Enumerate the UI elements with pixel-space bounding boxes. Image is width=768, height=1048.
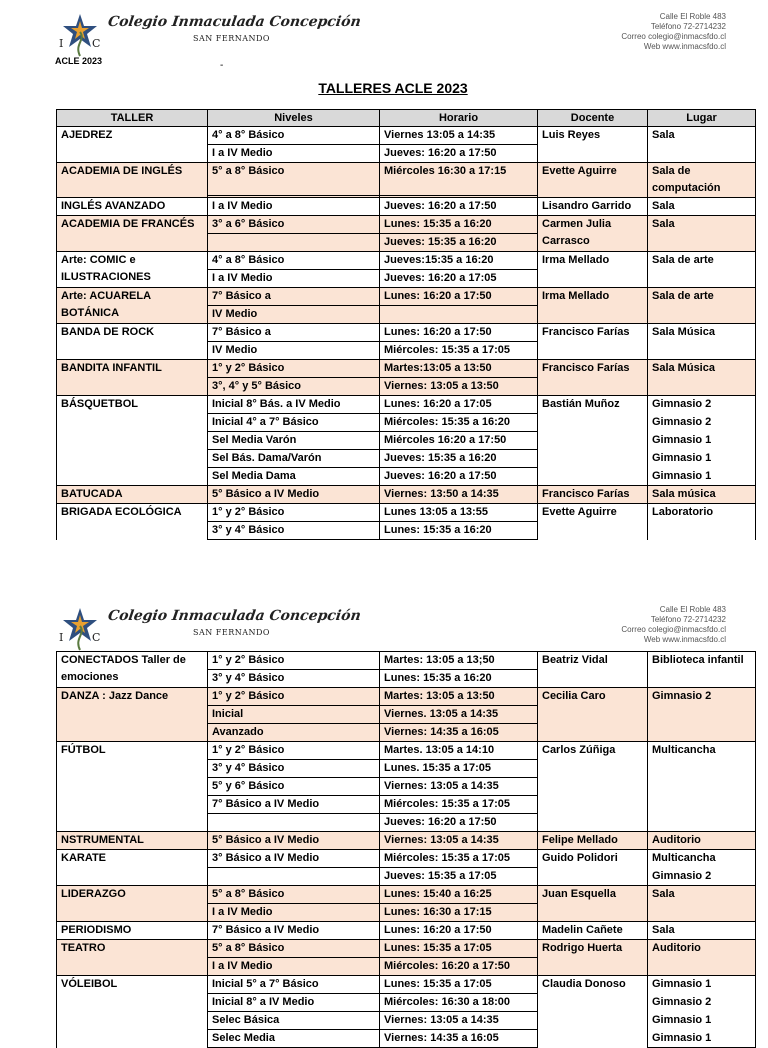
contact-web: Web www.inmacsfdo.cl <box>643 635 726 644</box>
cell-nivel <box>208 814 380 832</box>
cell-horario: Jueves: 16:20 a 17:50 <box>380 145 538 163</box>
cell-nivel: Inicial 8° a IV Medio <box>208 994 380 1012</box>
cell-horario: Jueves: 15:35 a 17:05 <box>380 868 538 886</box>
cell-horario: Viernes: 13:05 a 14:35 <box>380 832 538 850</box>
cell-nivel: 4° a 8° Básico <box>208 127 380 145</box>
cell-horario: Martes: 13:05 a 13;50 <box>380 652 538 670</box>
cell-lugar: Gimnasio 2 <box>648 414 756 432</box>
table-row <box>57 742 756 760</box>
cell-docente: Cecilia Caro <box>538 688 648 742</box>
cell-horario: Viernes 13:05 a 14:35 <box>380 127 538 145</box>
cell-lugar: Sala <box>648 198 756 216</box>
table-row <box>57 324 756 342</box>
logo-letter-c: C <box>92 37 101 50</box>
table-row <box>57 832 756 850</box>
cell-horario: Lunes. 15:35 a 17:05 <box>380 760 538 778</box>
cell-nivel: 5° Básico a IV Medio <box>208 832 380 850</box>
cell-lugar: Sala <box>648 922 756 940</box>
cell-taller: BATUCADA <box>57 486 208 504</box>
cell-taller: DANZA : Jazz Dance <box>57 688 208 742</box>
cell-nivel: 5° a 8° Básico <box>208 163 380 196</box>
cell-horario: Viernes: 14:35 a 16:05 <box>380 1030 538 1048</box>
cell-lugar: Biblioteca infantil <box>648 652 756 688</box>
school-logo <box>56 12 104 60</box>
contact-phone: Teléfono 72-2714232 <box>650 22 726 31</box>
cell-docente: Rodrigo Huerta <box>538 940 648 976</box>
cell-nivel: 3° Básico a IV Medio <box>208 850 380 868</box>
cell-taller: VÓLEIBOL <box>57 976 208 1048</box>
schedule-table-page-2 <box>56 651 756 1048</box>
table-row <box>57 216 756 234</box>
cell-lugar: Sala de arte <box>648 288 756 324</box>
cell-lugar: Sala de arte <box>648 252 756 288</box>
cell-nivel: I a IV Medio <box>208 270 380 288</box>
cell-nivel: 3°, 4° y 5° Básico <box>208 378 380 396</box>
school-city: SAN FERNANDO <box>193 34 270 43</box>
cell-nivel: 3° y 4° Básico <box>208 522 380 540</box>
school-name: Colegio Inmaculada Concepción <box>106 14 362 30</box>
cell-docente: Evette Aguirre <box>538 163 648 198</box>
col-header-docente: Docente <box>538 110 648 127</box>
school-city-page-2: SAN FERNANDO <box>193 628 270 637</box>
cell-lugar: Gimnasio 2 <box>648 396 756 414</box>
cell-lugar: Sala música <box>648 486 756 504</box>
table-row <box>57 886 756 904</box>
cell-docente: Carlos Zúñiga <box>538 742 648 832</box>
cell-docente: Francisco Farías <box>538 486 648 504</box>
table-row <box>57 976 756 994</box>
cell-docente: Claudia Donoso <box>538 976 648 1048</box>
logo-letter-i: I <box>59 37 64 50</box>
cell-lugar: Gimnasio 2 <box>648 868 756 886</box>
schedule-table-page-1 <box>56 109 756 540</box>
cell-nivel: 3° y 4° Básico <box>208 670 380 688</box>
cell-nivel: 5° a 8° Básico <box>208 886 380 904</box>
cell-docente: Carmen Julia Carrasco <box>538 216 648 252</box>
table-row <box>57 127 756 145</box>
cell-lugar: Sala Música <box>648 324 756 360</box>
table-row <box>57 396 756 414</box>
cell-docente: Bastián Muñoz <box>538 396 648 486</box>
contact-block <box>621 12 726 52</box>
cell-lugar: Multicancha <box>648 742 756 832</box>
cell-docente: Luis Reyes <box>538 127 648 163</box>
cell-nivel: I a IV Medio <box>208 198 380 216</box>
cell-nivel: 1° y 2° Básico <box>208 688 380 706</box>
cell-nivel <box>208 868 380 886</box>
cell-docente: Madelin Cañete <box>538 922 648 940</box>
cell-docente: Guido Polidori <box>538 850 648 886</box>
cell-nivel: 3° a 6° Básico <box>208 216 380 234</box>
cell-lugar: Multicancha <box>648 850 756 868</box>
cell-nivel: 7° Básico a <box>208 324 380 342</box>
school-name-page-2: Colegio Inmaculada Concepción <box>106 608 362 624</box>
cell-horario: Viernes: 13:05 a 14:35 <box>380 778 538 796</box>
table-row <box>57 922 756 940</box>
cell-lugar: Sala <box>648 127 756 163</box>
cell-taller: BRIGADA ECOLÓGICA <box>57 504 208 540</box>
contact-email: Correo colegio@inmacsfdo.cl <box>621 625 726 634</box>
cell-nivel: 5° Básico a IV Medio <box>208 486 380 504</box>
cell-docente: Irma Mellado <box>538 288 648 324</box>
cell-nivel: IV Medio <box>208 306 380 324</box>
cell-horario: Miércoles: 15:35 a 16:20 <box>380 414 538 432</box>
page-title: TALLERES ACLE 2023 <box>318 80 468 96</box>
cell-lugar: Gimnasio 1 <box>648 468 756 486</box>
cell-nivel: 7° Básico a IV Medio <box>208 922 380 940</box>
cell-nivel: 5° y 6° Básico <box>208 778 380 796</box>
cell-lugar: Gimnasio 1 <box>648 976 756 994</box>
cell-taller: AJEDREZ <box>57 127 208 163</box>
cell-horario: Martes: 13:05 a 13:50 <box>380 688 538 706</box>
cell-nivel: Inicial 8° Bás. a IV Medio <box>208 396 380 414</box>
cell-horario: Jueves: 16:20 a 17:50 <box>380 198 538 216</box>
stray-mark: - <box>220 60 224 71</box>
contact-address: Calle El Roble 483 <box>659 12 726 21</box>
cell-taller: BANDA DE ROCK <box>57 324 208 360</box>
cell-horario: Lunes: 16:30 a 17:15 <box>380 904 538 922</box>
cell-nivel: Inicial <box>208 706 380 724</box>
cell-lugar: Auditorio <box>648 832 756 850</box>
contact-web: Web www.inmacsfdo.cl <box>643 42 726 51</box>
table-row <box>57 504 756 522</box>
cell-nivel: IV Medio <box>208 342 380 360</box>
cell-horario: Martes:13:05 a 13:50 <box>380 360 538 378</box>
cell-horario: Lunes: 16:20 a 17:50 <box>380 288 538 306</box>
cell-lugar: Sala <box>648 886 756 922</box>
cell-horario: Jueves: 15:35 a 16:20 <box>380 450 538 468</box>
cell-horario: Viernes: 13:05 a 14:35 <box>380 1012 538 1030</box>
cell-nivel: Inicial 5° a 7° Básico <box>208 976 380 994</box>
cell-taller: LIDERAZGO <box>57 886 208 922</box>
col-header-horario: Horario <box>380 110 538 127</box>
cell-taller: KARATE <box>57 850 208 886</box>
contact-address: Calle El Roble 483 <box>659 605 726 614</box>
cell-lugar: Gimnasio 1 <box>648 432 756 450</box>
contact-email: Correo colegio@inmacsfdo.cl <box>621 32 726 41</box>
table-row <box>57 198 756 216</box>
cell-taller: ACADEMIA DE INGLÉS <box>57 163 208 198</box>
cell-horario: Lunes: 15:40 a 16:25 <box>380 886 538 904</box>
table-header-row <box>57 110 756 127</box>
cell-nivel: 1° y 2° Básico <box>208 360 380 378</box>
cell-nivel: Selec Básica <box>208 1012 380 1030</box>
cell-horario: Lunes: 15:35 a 17:05 <box>380 940 538 958</box>
cell-horario: Lunes: 16:20 a 17:50 <box>380 324 538 342</box>
cell-taller: Arte: COMIC e ILUSTRACIONES <box>57 252 208 288</box>
cell-taller: ACADEMIA DE FRANCÉS <box>57 216 208 252</box>
cell-nivel: I a IV Medio <box>208 958 380 976</box>
cell-lugar: Gimnasio 2 <box>648 994 756 1012</box>
cell-lugar: Gimnasio 1 <box>648 1012 756 1030</box>
cell-nivel: 7° Básico a <box>208 288 380 306</box>
cell-lugar: Auditorio <box>648 940 756 976</box>
cell-taller: INGLÉS AVANZADO <box>57 198 208 216</box>
cell-nivel: Selec Media <box>208 1030 380 1048</box>
cell-nivel: 4° a 8° Básico <box>208 252 380 270</box>
table-row <box>57 288 756 306</box>
cell-lugar: Sala Música <box>648 360 756 396</box>
col-header-niveles: Niveles <box>208 110 380 127</box>
cell-horario: Martes. 13:05 a 14:10 <box>380 742 538 760</box>
contact-phone: Teléfono 72-2714232 <box>650 615 726 624</box>
cell-nivel: 7° Básico a IV Medio <box>208 796 380 814</box>
cell-lugar: Sala de computación <box>648 163 756 198</box>
cell-nivel: 1° y 2° Básico <box>208 504 380 522</box>
cell-docente: Irma Mellado <box>538 252 648 288</box>
cell-taller: TEATRO <box>57 940 208 976</box>
cell-nivel: Sel Bás. Dama/Varón <box>208 450 380 468</box>
cell-nivel: 5° a 8° Básico <box>208 940 380 958</box>
cell-docente: Beatriz Vidal <box>538 652 648 688</box>
cell-nivel <box>208 234 380 252</box>
cell-horario: Lunes 13:05 a 13:55 <box>380 504 538 522</box>
cell-lugar: Gimnasio 1 <box>648 450 756 468</box>
school-logo-page-2 <box>56 606 104 654</box>
table-row <box>57 163 756 196</box>
cell-horario: Lunes: 15:35 a 16:20 <box>380 522 538 540</box>
table-row <box>57 940 756 958</box>
cell-horario: Viernes: 14:35 a 16:05 <box>380 724 538 742</box>
cell-horario: Jueves: 15:35 a 16:20 <box>380 234 538 252</box>
cell-horario: Viernes: 13:05 a 13:50 <box>380 378 538 396</box>
table-row <box>57 486 756 504</box>
cell-horario: Viernes: 13:50 a 14:35 <box>380 486 538 504</box>
cell-taller: NSTRUMENTAL <box>57 832 208 850</box>
cell-lugar: Sala <box>648 216 756 252</box>
cell-horario: Miércoles: 16:20 a 17:50 <box>380 958 538 976</box>
cell-nivel: Inicial 4° a 7° Básico <box>208 414 380 432</box>
cell-horario: Lunes: 15:35 a 16:20 <box>380 216 538 234</box>
cell-docente: Lisandro Garrido <box>538 198 648 216</box>
cell-nivel: Avanzado <box>208 724 380 742</box>
cell-nivel: 1° y 2° Básico <box>208 652 380 670</box>
cell-taller: Arte: ACUARELA BOTÁNICA <box>57 288 208 324</box>
cell-horario: Lunes: 16:20 a 17:50 <box>380 922 538 940</box>
cell-horario: Lunes: 16:20 a 17:05 <box>380 396 538 414</box>
cell-horario: Miércoles 16:20 a 17:50 <box>380 432 538 450</box>
col-header-lugar: Lugar <box>648 110 756 127</box>
cell-docente: Francisco Farías <box>538 324 648 360</box>
contact-block-page-2 <box>621 605 726 645</box>
cell-docente: Felipe Mellado <box>538 832 648 850</box>
cell-horario: Miércoles: 15:35 a 17:05 <box>380 796 538 814</box>
cell-horario: Lunes: 15:35 a 16:20 <box>380 670 538 688</box>
cell-horario: Jueves: 16:20 a 17:05 <box>380 270 538 288</box>
cell-horario: Miércoles: 15:35 a 17:05 <box>380 850 538 868</box>
cell-horario: Jueves: 16:20 a 17:50 <box>380 468 538 486</box>
table-row <box>57 850 756 868</box>
cell-taller: PERIODISMO <box>57 922 208 940</box>
cell-docente: Evette Aguirre <box>538 504 648 540</box>
cell-taller: FÚTBOL <box>57 742 208 832</box>
table-row <box>57 652 756 670</box>
logo-letter-i: I <box>59 631 64 644</box>
cell-horario: Jueves: 16:20 a 17:50 <box>380 814 538 832</box>
cell-lugar: Laboratorio <box>648 504 756 540</box>
cell-lugar: Gimnasio 1 <box>648 1030 756 1048</box>
cell-horario: Miércoles: 15:35 a 17:05 <box>380 342 538 360</box>
cell-horario: Miércoles: 16:30 a 18:00 <box>380 994 538 1012</box>
table-row <box>57 360 756 378</box>
cell-horario: Lunes: 15:35 a 17:05 <box>380 976 538 994</box>
cell-horario <box>380 306 538 324</box>
logo-caption: ACLE 2023 <box>55 56 103 66</box>
cell-taller: BÁSQUETBOL <box>57 396 208 486</box>
table-row <box>57 252 756 270</box>
cell-nivel: 1° y 2° Básico <box>208 742 380 760</box>
logo-letter-c: C <box>92 631 101 644</box>
cell-nivel: 3° y 4° Básico <box>208 760 380 778</box>
cell-docente: Francisco Farías <box>538 360 648 396</box>
cell-horario: Viernes. 13:05 a 14:35 <box>380 706 538 724</box>
cell-horario: Jueves:15:35 a 16:20 <box>380 252 538 270</box>
cell-nivel: I a IV Medio <box>208 904 380 922</box>
cell-lugar: Gimnasio 2 <box>648 688 756 742</box>
col-header-taller: TALLER <box>57 110 208 127</box>
cell-docente: Juan Esquella <box>538 886 648 922</box>
cell-nivel: Sel Media Varón <box>208 432 380 450</box>
cell-nivel: Sel Media Dama <box>208 468 380 486</box>
cell-nivel: I a IV Medio <box>208 145 380 163</box>
cell-taller: CONECTADOS Taller de emociones <box>57 652 208 688</box>
cell-taller: BANDITA INFANTIL <box>57 360 208 396</box>
table-row <box>57 688 756 706</box>
cell-horario: Miércoles 16:30 a 17:15 <box>380 163 538 196</box>
